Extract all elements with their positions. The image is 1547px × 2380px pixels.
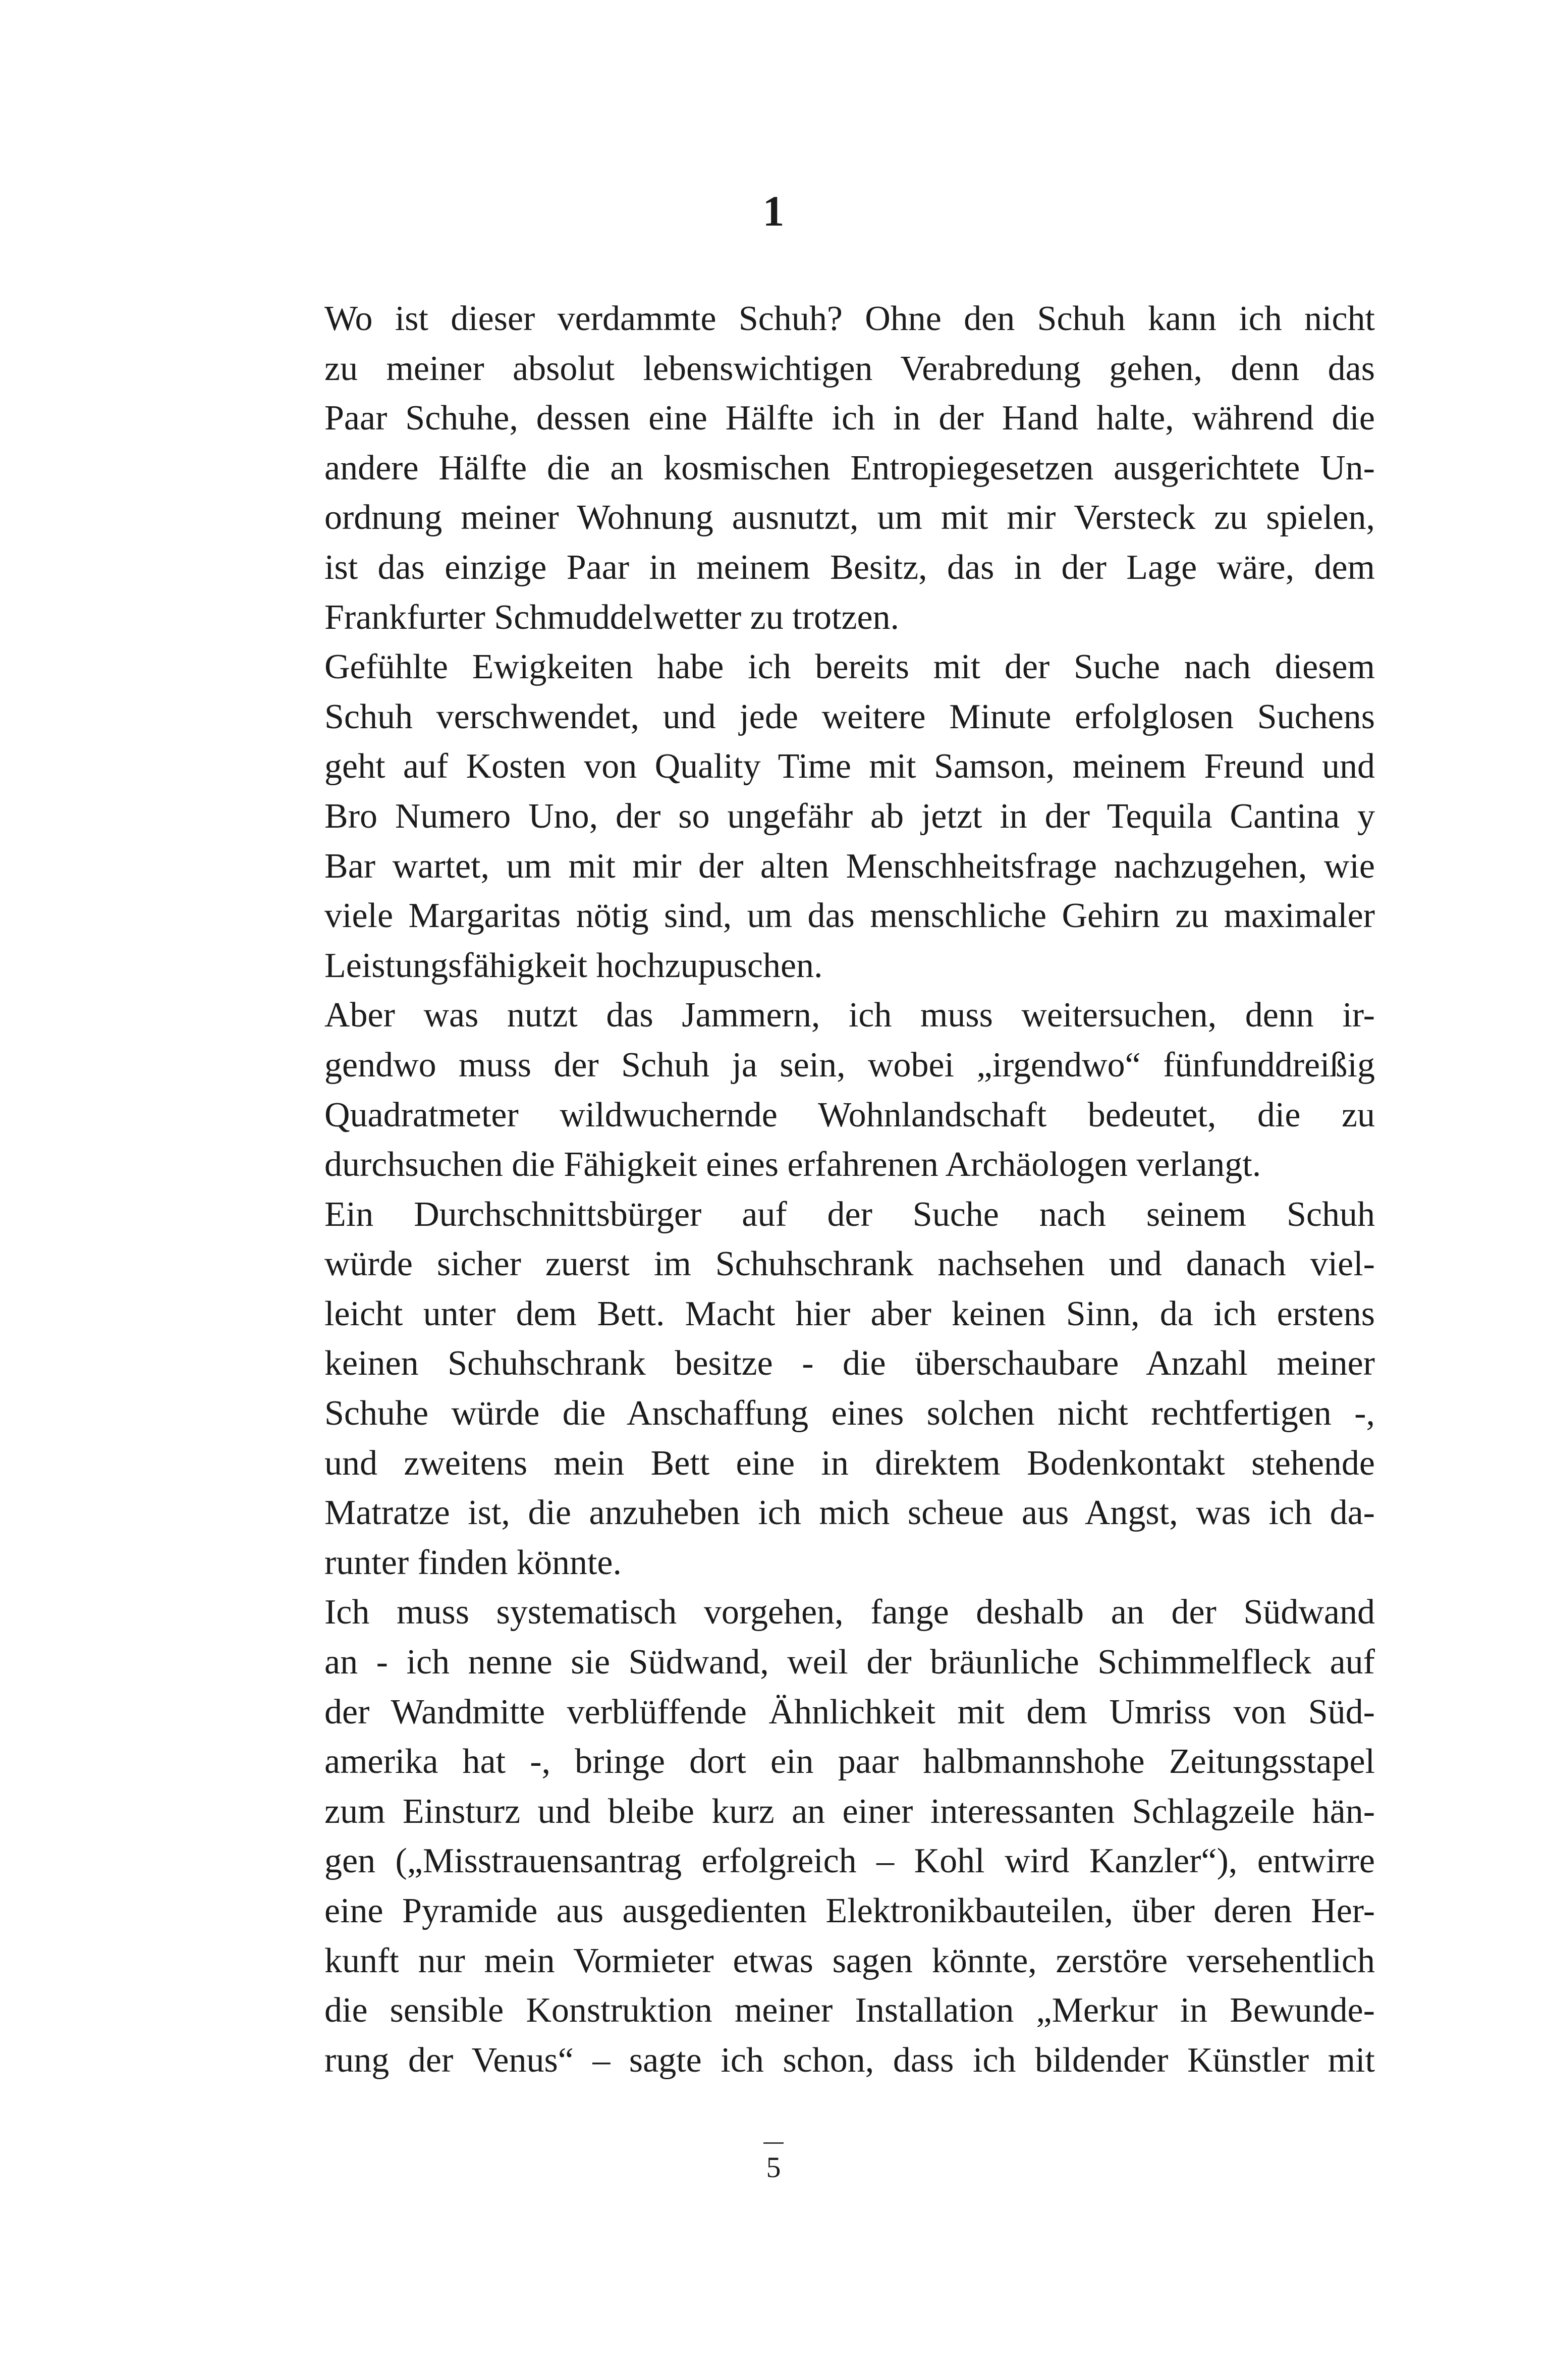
text-line: zu meiner absolut lebenswichtigen Verabredung gehen, denn das xyxy=(324,349,1375,388)
text-line: der Wandmitte verblüffende Ähnlichkeit mit dem Umriss von Süd- xyxy=(324,1692,1375,1732)
page-footer xyxy=(0,2142,1547,2182)
text-line: die sensible Konstruktion meiner Installation „Merkur in Bewunde- xyxy=(324,1991,1375,2030)
text-line: keinen Schuhschrank besitze - die überschaubare Anzahl meiner xyxy=(324,1344,1375,1383)
text-line: amerika hat -, bringe dort ein paar halbmannshohe Zeitungsstapel xyxy=(324,1742,1375,1781)
text-line: gendwo muss der Schuh ja sein, wobei „irgendwo“ fünfunddreißig xyxy=(324,1045,1375,1085)
text-line: Bro Numero Uno, der so ungefähr ab jetzt in der Tequila Cantina y xyxy=(324,796,1375,836)
paragraph xyxy=(265,991,1375,1189)
text-line: ordnung meiner Wohnung ausnutzt, um mit mir Versteck zu spielen, xyxy=(324,498,1375,537)
paragraph xyxy=(265,642,1375,991)
text-line: zum Einsturz und bleibe kurz an einer interessanten Schlagzeile hän- xyxy=(324,1792,1375,1831)
text-line: rung der Venus“ – sagte ich schon, dass ich bildender Künstler mit xyxy=(324,2040,1375,2080)
text-line: Aber was nutzt das Jammern, ich muss weitersuchen, denn ir- xyxy=(324,996,1375,1035)
text-line: kunft nur mein Vormieter etwas sagen könnte, zerstöre versehentlich xyxy=(324,1941,1375,1980)
text-line: Leistungsfähigkeit hochzupuschen. xyxy=(324,946,823,985)
text-line: Ich muss systematisch vorgehen, fange deshalb an der Südwand xyxy=(324,1593,1375,1632)
text-line: Gefühlte Ewigkeiten habe ich bereits mit der Suche nach diesem xyxy=(324,647,1375,687)
text-line: Matratze ist, die anzuheben ich mich scheue aus Angst, was ich da- xyxy=(324,1493,1375,1533)
text-line: Frankfurter Schmuddelwetter zu trotzen. xyxy=(324,598,900,637)
chapter-number: 1 xyxy=(762,187,785,235)
body-text xyxy=(265,294,1375,2085)
paragraph xyxy=(265,1190,1375,1588)
text-line: Paar Schuhe, dessen eine Hälfte ich in der Hand halte, während die xyxy=(324,399,1375,438)
text-line: Schuhe würde die Anschaffung eines solchen nicht rechtfertigen -, xyxy=(324,1394,1375,1433)
text-line: andere Hälfte die an kosmischen Entropiegesetzen ausgerichtete Un- xyxy=(324,448,1375,488)
paragraph xyxy=(265,1588,1375,2085)
text-line: an - ich nenne sie Südwand, weil der bräunliche Schimmelfleck auf xyxy=(324,1643,1375,1682)
text-line: gen („Misstrauensantrag erfolgreich – Kohl wird Kanzler“), entwirre xyxy=(324,1842,1375,1881)
text-line: Quadratmeter wildwuchernde Wohnlandschaft bedeutet, die zu xyxy=(324,1095,1375,1134)
text-line: Ein Durchschnittsbürger auf der Suche nach seinem Schuh xyxy=(324,1195,1375,1234)
text-line: viele Margaritas nötig sind, um das menschliche Gehirn zu maximaler xyxy=(324,896,1375,936)
text-line: leicht unter dem Bett. Macht hier aber keinen Sinn, da ich erstens xyxy=(324,1294,1375,1333)
paragraph xyxy=(265,294,1375,642)
text-line: Bar wartet, um mit mir der alten Menschheitsfrage nachzugehen, wie xyxy=(324,846,1375,886)
text-line: Wo ist dieser verdammte Schuh? Ohne den Schuh kann ich nicht xyxy=(324,299,1375,338)
text-line: durchsuchen die Fähigkeit eines erfahrenen Archäologen verlangt. xyxy=(324,1145,1261,1184)
text-line: eine Pyramide aus ausgedienten Elektronikbauteilen, über deren Her- xyxy=(324,1891,1375,1930)
text-line: runter finden könnte. xyxy=(324,1543,622,1582)
text-line: würde sicher zuerst im Schuhschrank nachsehen und danach viel- xyxy=(324,1245,1375,1284)
footer-rule xyxy=(763,2142,784,2144)
text-line: und zweitens mein Bett eine in direktem Bodenkontakt stehende xyxy=(324,1443,1375,1483)
text-line: geht auf Kosten von Quality Time mit Samson, meinem Freund und xyxy=(324,747,1375,786)
text-line: Schuh verschwendet, und jede weitere Minute erfolglosen Suchens xyxy=(324,697,1375,736)
text-line: ist das einzige Paar in meinem Besitz, das in der Lage wäre, dem xyxy=(324,548,1375,587)
page-number: 5 xyxy=(766,2151,781,2184)
